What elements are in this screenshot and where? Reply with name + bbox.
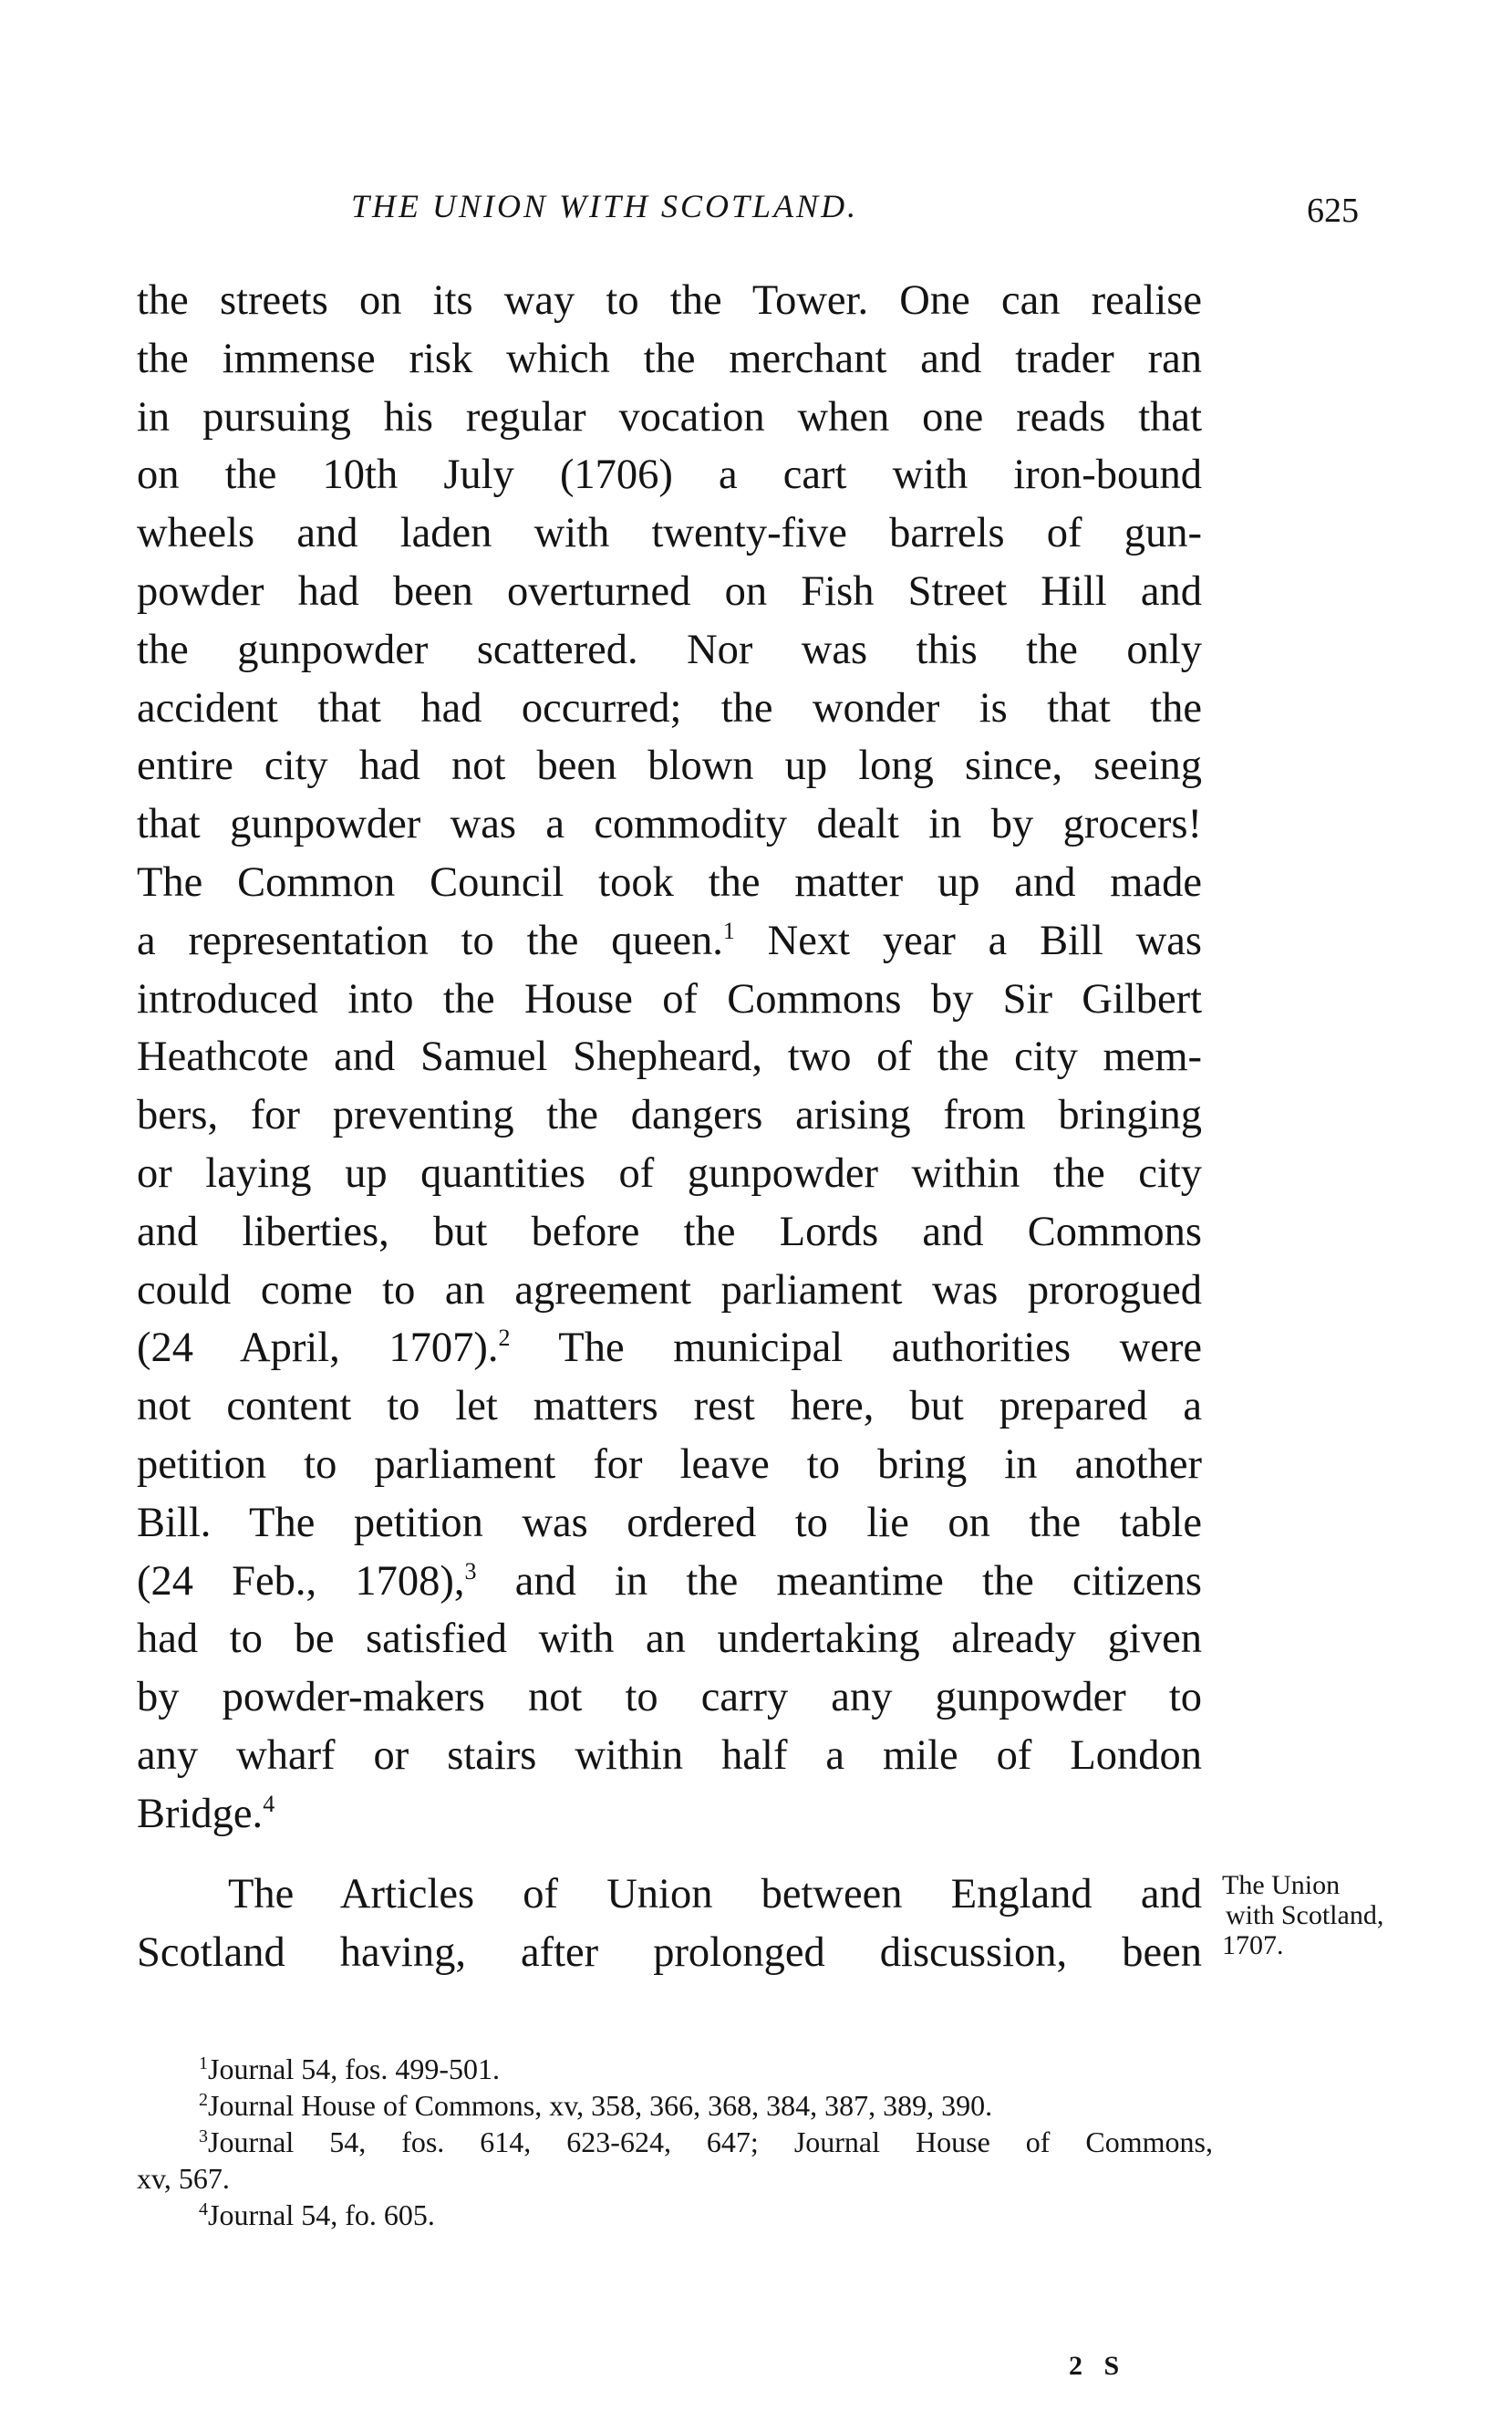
body-text-run: Bridge. xyxy=(137,1790,264,1837)
footnote xyxy=(137,2197,1213,2233)
body-line: the gunpowder scattered. Nor was this the only xyxy=(137,626,1202,673)
footnote xyxy=(137,2087,1213,2124)
body-line: could come to an agreement parliament was prorogued xyxy=(137,1266,1202,1314)
body-line: or laying up quantities of gunpowder within the city xyxy=(137,1149,1202,1197)
body-line: The Common Council took the matter up and made xyxy=(137,858,1202,906)
body-line: not content to let matters rest here, but prepared a xyxy=(137,1383,1202,1430)
body-text-run: (24 April, 1707). xyxy=(137,1325,499,1372)
body-line: accident that had occurred; the wonder is that the xyxy=(137,684,1202,732)
marginal-note xyxy=(1222,1870,1445,1960)
marginal-note-line: The Union xyxy=(1222,1870,1341,1900)
footnote-ref: 4 xyxy=(263,1790,275,1817)
body-line: Scotland having, after prolonged discussion, been xyxy=(137,1928,1202,1976)
paragraph-2 xyxy=(137,1865,1202,1982)
signature-mark: 2 S xyxy=(1069,2351,1127,2381)
body-line xyxy=(137,1553,1202,1611)
marginal-note-line: with Scotland, xyxy=(1226,1900,1384,1930)
body-text-run: The municipal authorities were xyxy=(510,1325,1202,1372)
body-line: introduced into the House of Commons by Sir Gilbert xyxy=(137,975,1202,1023)
footnote-mark: 4 xyxy=(199,2199,208,2219)
running-title: THE UNION WITH SCOTLAND. xyxy=(351,188,859,224)
body-text-run: Next year a Bill was xyxy=(734,917,1202,964)
body-line: Bill. The petition was ordered to lie on the table xyxy=(137,1499,1202,1546)
marginal-note-line: 1707. xyxy=(1222,1930,1284,1960)
body-text-run: and in the meantime the citizens xyxy=(476,1557,1202,1605)
footnote-mark: 3 xyxy=(199,2126,208,2146)
footnote xyxy=(137,2124,1213,2160)
body-line: and liberties, but before the Lords and Commons xyxy=(137,1208,1202,1255)
body-line xyxy=(137,1785,1202,1844)
running-head xyxy=(137,187,1359,233)
footnote xyxy=(137,2051,1213,2087)
paragraph-1 xyxy=(137,272,1202,1844)
footnote-mark: 2 xyxy=(199,2090,208,2110)
body-line: the streets on its way to the Tower. One can realise xyxy=(137,277,1202,324)
footnote-continuation: xv, 567. xyxy=(137,2162,230,2195)
footnote-text: Journal House of Commons, xv, 358, 366, 368, 384, 387, 389, 390. xyxy=(208,2089,993,2122)
footnote-ref: 1 xyxy=(722,917,735,944)
page-number: 625 xyxy=(1307,192,1359,230)
footnote-text: Journal 54, fos. 499-501. xyxy=(208,2052,500,2085)
body-line: by powder-makers not to carry any gunpowder to xyxy=(137,1674,1202,1721)
body-line: on the 10th July (1706) a cart with iron-bound xyxy=(137,452,1202,499)
body-line: powder had been overturned on Fish Street Hill and xyxy=(137,567,1202,615)
body-line: any wharf or stairs within half a mile of London xyxy=(137,1731,1202,1779)
body-line: had to be satisfied with an undertaking already given xyxy=(137,1616,1202,1663)
body-line: the immense risk which the merchant and trader ran xyxy=(137,335,1202,382)
footnote-mark: 1 xyxy=(199,2053,208,2073)
body-line xyxy=(137,1319,1202,1377)
body-line: that gunpowder was a commodity dealt in by grocers! xyxy=(137,801,1202,848)
body-line: entire city had not been blown up long since, seeing xyxy=(137,743,1202,790)
body-text-run: (24 Feb., 1708), xyxy=(137,1557,465,1605)
body-text-run: a representation to the queen. xyxy=(137,917,723,964)
footnotes xyxy=(137,2051,1213,2233)
body-line: bers, for preventing the dangers arising from bringing xyxy=(137,1092,1202,1139)
body-line xyxy=(137,912,1202,971)
footnote-text: Journal 54, fo. 605. xyxy=(208,2198,435,2231)
footnote-ref: 3 xyxy=(464,1557,477,1585)
body-line: petition to parliament for leave to bring in another xyxy=(137,1440,1202,1488)
body-line: Heathcote and Samuel Shepheard, two of the city mem- xyxy=(137,1034,1202,1081)
footnote-text: Journal 54, fos. 614, 623-624, 647; Journal House of Commons, xyxy=(208,2125,1213,2158)
footnote-ref: 2 xyxy=(498,1325,511,1352)
body-line: The Articles of Union between England and xyxy=(228,1871,1202,1917)
body-line: wheels and laden with twenty-five barrels of gun- xyxy=(137,510,1202,557)
body-line: in pursuing his regular vocation when one reads that xyxy=(137,393,1202,441)
